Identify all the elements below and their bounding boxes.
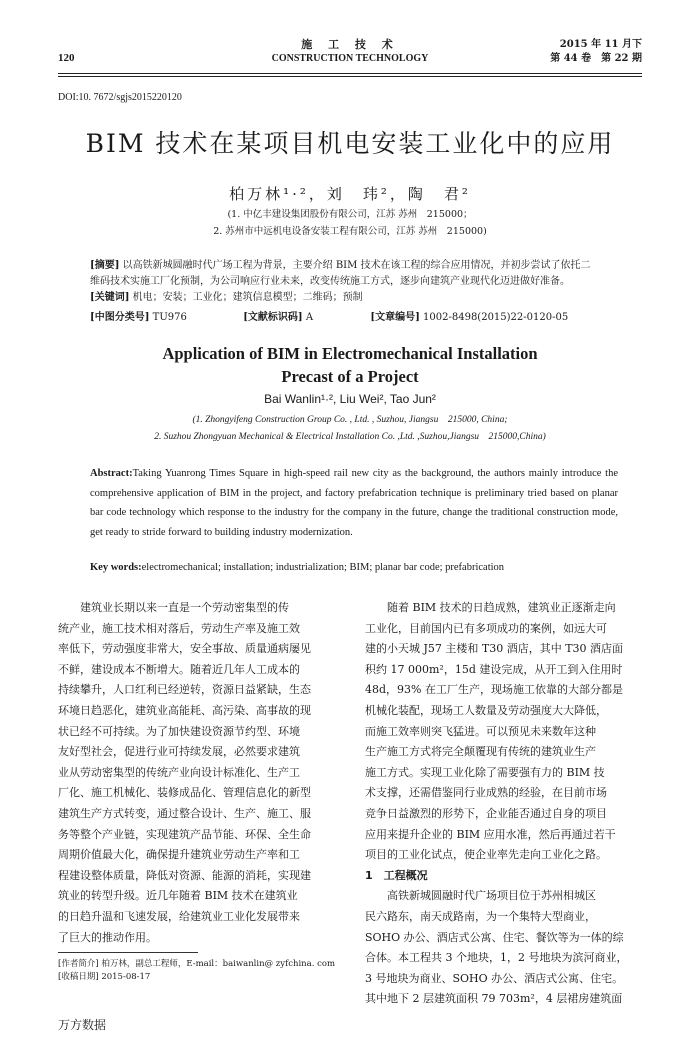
body-left-line: 持续攀升，人口红利已经逆转，资源日益紧缺，生态 <box>58 683 311 697</box>
affiliation-cn-1: (1. 中亿丰建设集团股份有限公司，江苏 苏州 215000； <box>227 209 473 220</box>
affiliations-en <box>0 412 700 446</box>
body-right-line: 竞争日益激烈的形势下，企业能否通过自身的项目 <box>365 806 607 820</box>
section-heading-1: 1 工程概况 <box>365 868 428 882</box>
affiliation-en-1: (1. Zhongyifeng Construction Group Co. , Ltd. , Suzhou, Jiangsu 215000, China; <box>192 415 508 425</box>
body-right-line: 48d，93% 在工厂生产，现场施工依靠的大部分都是 <box>365 683 623 697</box>
body-right-line: 而施工效率则突飞猛进。可以预见未来数年这种 <box>365 724 596 738</box>
keywords-cn-text: 机电；安装；工业化；建筑信息模型；二维码；预制 <box>132 292 363 303</box>
keywords-en-label: Key words: <box>90 562 142 573</box>
abstract-cn <box>90 258 618 306</box>
title-cn: BIM 技术在某项目机电安装工业化中的应用 <box>85 129 615 158</box>
clc-value: TU976 <box>152 312 187 323</box>
header-rule-thin <box>58 76 642 77</box>
article-no-value: 1002-8498(2015)22-0120-05 <box>423 312 569 323</box>
body-left-line: 统产业，施工技术相对落后，劳动生产率及施工效 <box>58 621 300 635</box>
header-rule <box>58 73 642 74</box>
section1-line: 合体。本工程共 3 个地块，1，2 号地块为滨河商业， <box>365 951 628 965</box>
journal-header <box>250 38 450 66</box>
abstract-en-text: Taking Yuanrong Times Square in high-speed rail new city as the background, the authors mainly introduce the comprehensive application of BIM in the project, and factory prefabrication technique is preliminary tried based on planar bar code technology which response to the industry for the company in the future, change the traditional construction mode, get ready to stride forward to building industry modernization. <box>90 468 618 538</box>
keywords-en <box>90 562 630 573</box>
body-column-left <box>58 598 335 948</box>
issue-date: 2015 年 11 月下 <box>559 39 642 50</box>
affiliation-en-2: 2. Suzhou Zhongyuan Mechanical & Electrical Installation Co. ,Ltd. ,Suzhou,Jiangsu 215000,China) <box>154 432 546 442</box>
keywords-en-text: electromechanical; installation; industrialization; BIM; planar bar code; prefabrication <box>141 562 505 573</box>
received-date: [收稿日期] 2015-08-17 <box>58 972 151 982</box>
footnotes <box>58 958 335 984</box>
body-right-line: 项目的工业化试点，使企业率先走向工业化之路。 <box>365 848 607 862</box>
title-en <box>0 342 700 388</box>
affiliation-cn-2: 2. 苏州市中远机电设备安装工程有限公司，江苏 苏州 215000) <box>213 226 487 237</box>
issue-info <box>550 38 642 66</box>
affiliations-cn <box>0 206 700 240</box>
body-right-line: 术支撑，还需借鉴同行业成熟的经验，在目前市场 <box>365 786 607 800</box>
clc-label: [中图分类号] <box>90 312 150 323</box>
title-en-line-1: Application of BIM in Electromechanical Installation <box>162 344 538 363</box>
doc-code-label: [文献标识码] <box>243 312 303 323</box>
abstract-cn-line-2: 维码技术实施工厂化预制，为公司响应行业未来，改变传统施工方式，逐步向建筑产业现代化迈进做好准备。 <box>90 276 570 287</box>
body-paragraph-1 <box>58 598 335 619</box>
doc-code-value: A <box>305 312 314 323</box>
body-right-line: 随着 BIM 技术的日趋成熟，建筑业正逐渐走向 <box>387 601 616 614</box>
body-left-line: 务等整个产业链，实现建筑产品节能、环保、全生命 <box>58 827 311 841</box>
body-left-line: 业从劳动密集型的传统产业向设计标准化、生产工 <box>58 765 300 779</box>
section1-line: SOHO 办公、酒店式公寓、住宅、餐饮等为一体的综 <box>365 930 624 944</box>
section1-line: 其中地下 2 层建筑面积 79 703m²，4 层裙房建筑面 <box>365 992 623 1006</box>
journal-title-en: CONSTRUCTION TECHNOLOGY <box>271 53 429 64</box>
title-en-line-2: Precast of a Project <box>281 367 419 386</box>
page-number: 120 <box>58 52 75 64</box>
authors-en: Bai Wanlin¹·², Liu Wei², Tao Jun² <box>264 392 436 406</box>
journal-title-cn: 施 工 技 术 <box>301 38 399 51</box>
body-right-line: 施工方式。实现工业化除了需要强有力的 BIM 技 <box>365 765 605 779</box>
classification-row <box>90 308 618 323</box>
body-right-line: 工业化，目前国内已有多项成功的案例，如远大可 <box>365 621 607 635</box>
body-left-line: 状已经不可持续。为了加快建设资源节约型、环境 <box>58 724 300 738</box>
abstract-cn-label: [摘要] <box>90 260 120 271</box>
watermark: 万方数据 <box>58 1018 107 1032</box>
author-bio: [作者简介] 柏万林，副总工程师，E-mail：baiwanlin@ zyfchina. com <box>58 959 336 969</box>
section1-line: 3 号地块为商业、SOHO 办公、酒店式公寓、住宅。 <box>365 971 624 985</box>
keywords-cn-label: [关键词] <box>90 292 130 303</box>
doi: DOI:10. 7672/sgjs2015220120 <box>58 92 182 103</box>
abstract-cn-line-1: 以高铁新城圆融时代广场工程为背景，主要介绍 BIM 技术在该工程的综合应用情况，并初步尝试了依托二 <box>122 260 591 271</box>
body-column-right <box>365 598 642 1010</box>
body-right-line: 建的小天城 J57 主楼和 T30 酒店，其中 T30 酒店面 <box>365 642 624 656</box>
authors-cn: 柏万林¹·²，刘 玮²，陶 君² <box>229 185 471 203</box>
body-left-line: 了巨大的推动作用。 <box>58 930 157 944</box>
body-left-line: 不鲜，建设成本不断增大。随着近几年人工成本的 <box>58 662 300 676</box>
section1-line: 民六路东，南天成路南，为一个集特大型商业， <box>365 909 596 923</box>
body-left-line: 筑业的转型升级。近几年随着 BIM 技术在建筑业 <box>58 889 298 903</box>
volume-issue: 第 44 卷 第 22 期 <box>550 53 642 64</box>
body-right-line: 生产施工方式将完全颠覆现有传统的建筑业生产 <box>365 745 596 759</box>
body-left-line: 的日趋升温和飞速发展，给建筑业工业化发展带来 <box>58 909 300 923</box>
body-left-line: 建筑生产方式转变，通过整合设计、生产、施工、服 <box>58 806 311 820</box>
body-left-line: 友好型社会，促进行业可持续发展，必然要求建筑 <box>58 745 300 759</box>
abstract-en <box>90 464 618 542</box>
body-right-line: 积约 17 000m²，15d 建设完成，从开工到入住用时 <box>365 662 623 676</box>
body-right-line: 机械化装配，现场工人数量及劳动强度大大降低， <box>365 703 607 717</box>
body-right-line: 应用来提升企业的 BIM 应用水准，然后再通过若干 <box>365 827 616 841</box>
body-left-line: 周期价值最大化，确保提升建筑业劳动生产率和工 <box>58 848 300 862</box>
abstract-en-label: Abstract: <box>90 468 133 479</box>
body-left-line: 环境日趋恶化，建筑业高能耗、高污染、高事故的现 <box>58 703 311 717</box>
section1-line: 高铁新城圆融时代广场项目位于苏州相城区 <box>387 889 596 903</box>
body-left-line: 厂化、施工机械化、装修成品化、管理信息化的新型 <box>58 786 311 800</box>
article-no-label: [文章编号] <box>370 312 420 323</box>
footnote-rule <box>58 952 198 953</box>
body-left-line: 程建设整体质量，降低对资源、能源的消耗，实现建 <box>58 868 311 882</box>
body-left-line: 建筑业长期以来一直是一个劳动密集型的传 <box>80 601 289 614</box>
body-left-line: 率低下，劳动强度非常大，安全事故、质量通病屡见 <box>58 642 311 656</box>
